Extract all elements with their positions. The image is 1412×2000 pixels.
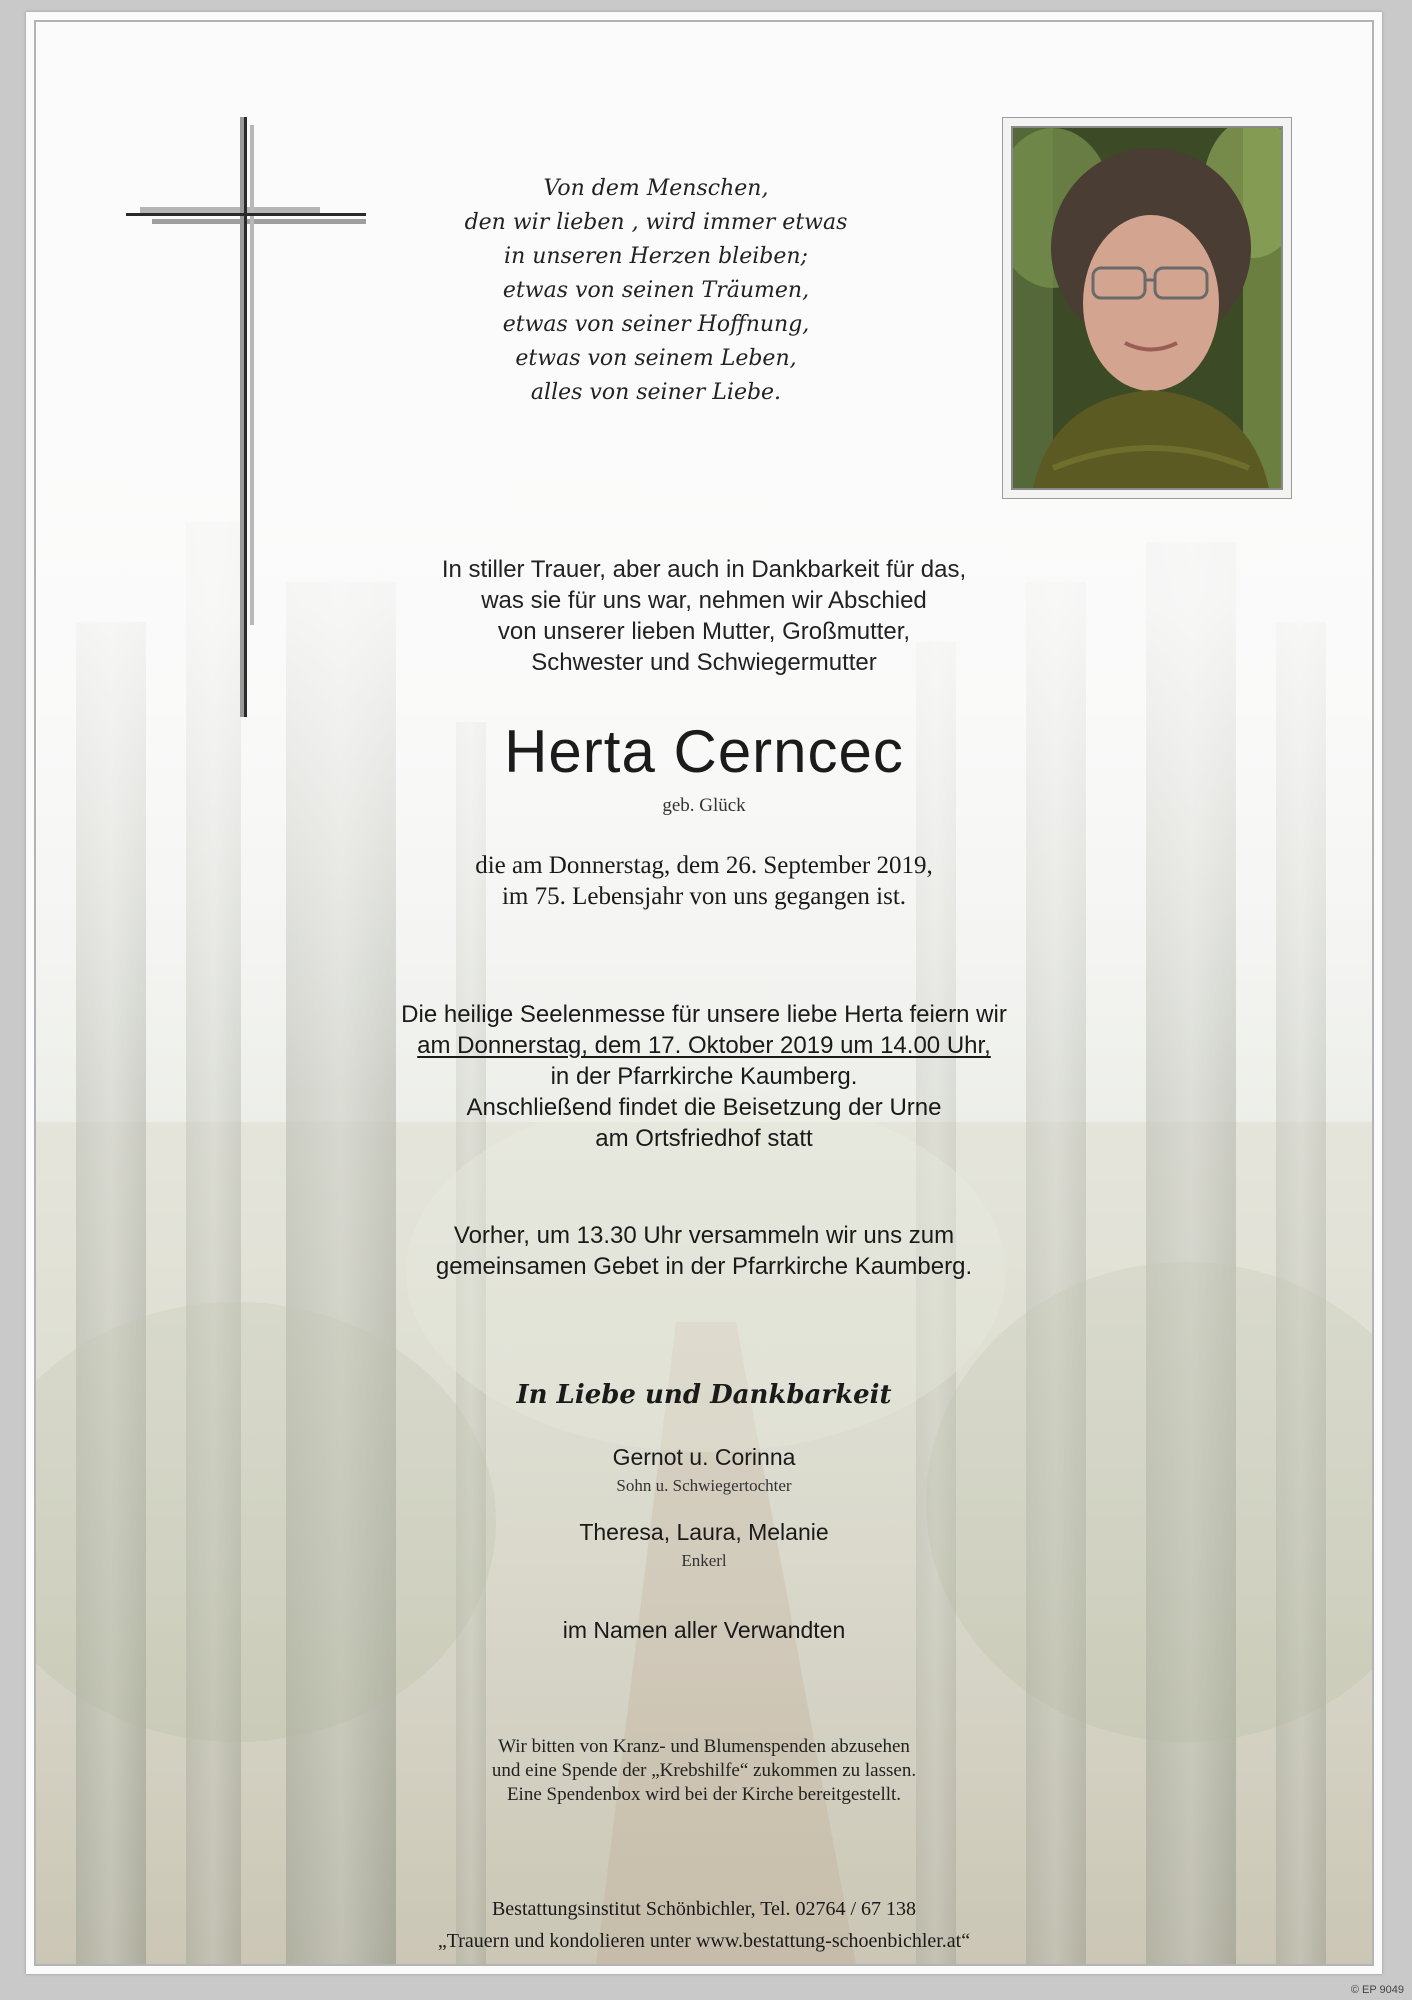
funeral-mass-text [36, 999, 1372, 1154]
death-line: die am Donnerstag, dem 26. September 2019, [475, 852, 933, 879]
poem-line: in unseren Herzen bleiben; [504, 244, 808, 269]
intro-line: In stiller Trauer, aber auch in Dankbarkeit für das, [441, 556, 967, 583]
donation-note [36, 1735, 1372, 1807]
intro-text [36, 554, 1372, 678]
prayer-line: Vorher, um 13.30 Uhr versammeln wir uns zum [453, 1222, 955, 1249]
mass-line: Die heilige Seelenmesse für unsere liebe Herta feiern wir [401, 1001, 1007, 1028]
poem-line: Von dem Menschen, [543, 176, 769, 201]
intro-line: was sie für uns war, nehmen wir Abschied [481, 587, 927, 614]
funeral-home-contact: Bestattungsinstitut Schönbichler, Tel. 02764 / 67 138 [491, 1898, 917, 1920]
death-line: im 75. Lebensjahr von uns gegangen ist. [501, 883, 907, 910]
obituary-frame [34, 20, 1374, 1966]
mourner-relation: Sohn u. Schwiegertochter [616, 1476, 792, 1495]
donation-line: Eine Spendenbox wird bei der Kirche bereitgestellt. [506, 1784, 902, 1805]
poem-line: etwas von seinen Träumen, [502, 278, 810, 303]
mass-line: am Ortsfriedhof statt [595, 1125, 813, 1152]
print-code: © EP 9049 [1350, 1984, 1404, 1996]
poem-line: alles von seiner Liebe. [530, 380, 782, 405]
portrait-photo [1011, 126, 1283, 490]
mass-line: Anschließend findet die Beisetzung der Urne [466, 1094, 942, 1121]
on-behalf-text: im Namen aller Verwandten [562, 1617, 846, 1643]
poem-line: etwas von seiner Hoffnung, [502, 312, 810, 337]
deceased-name: Herta Cerncec [504, 718, 904, 785]
mourners-heading: In Liebe und Dankbarkeit [516, 1380, 892, 1410]
poem-line: etwas von seinem Leben, [515, 346, 797, 371]
mourner-names: Theresa, Laura, Melanie [579, 1519, 829, 1545]
intro-line: Schwester und Schwiegermutter [531, 649, 877, 676]
prayer-line: gemeinsamen Gebet in der Pfarrkirche Kaumberg. [435, 1253, 973, 1280]
condolence-website: „Trauern und kondolieren unter www.bestattung-schoenbichler.at“ [437, 1930, 971, 1952]
mourner-relation: Enkerl [681, 1551, 727, 1570]
maiden-name: geb. Glück [662, 795, 746, 816]
donation-line: und eine Spende der „Krebshilfe“ zukommen zu lassen. [491, 1760, 917, 1781]
poem-line: den wir lieben , wird immer etwas [464, 210, 848, 235]
donation-line: Wir bitten von Kranz- und Blumenspenden abzusehen [498, 1736, 910, 1757]
poem [386, 172, 926, 410]
portrait-photo-frame [1002, 117, 1292, 499]
mourner-names: Gernot u. Corinna [612, 1444, 796, 1470]
intro-line: von unserer lieben Mutter, Großmutter, [497, 618, 911, 645]
mass-line: in der Pfarrkirche Kaumberg. [550, 1063, 858, 1090]
mass-date-line: am Donnerstag, dem 17. Oktober 2019 um 14.00 Uhr, [417, 1032, 991, 1059]
death-date-text [36, 850, 1372, 912]
obituary-sheet [26, 12, 1382, 1974]
prayer-text [36, 1220, 1372, 1282]
